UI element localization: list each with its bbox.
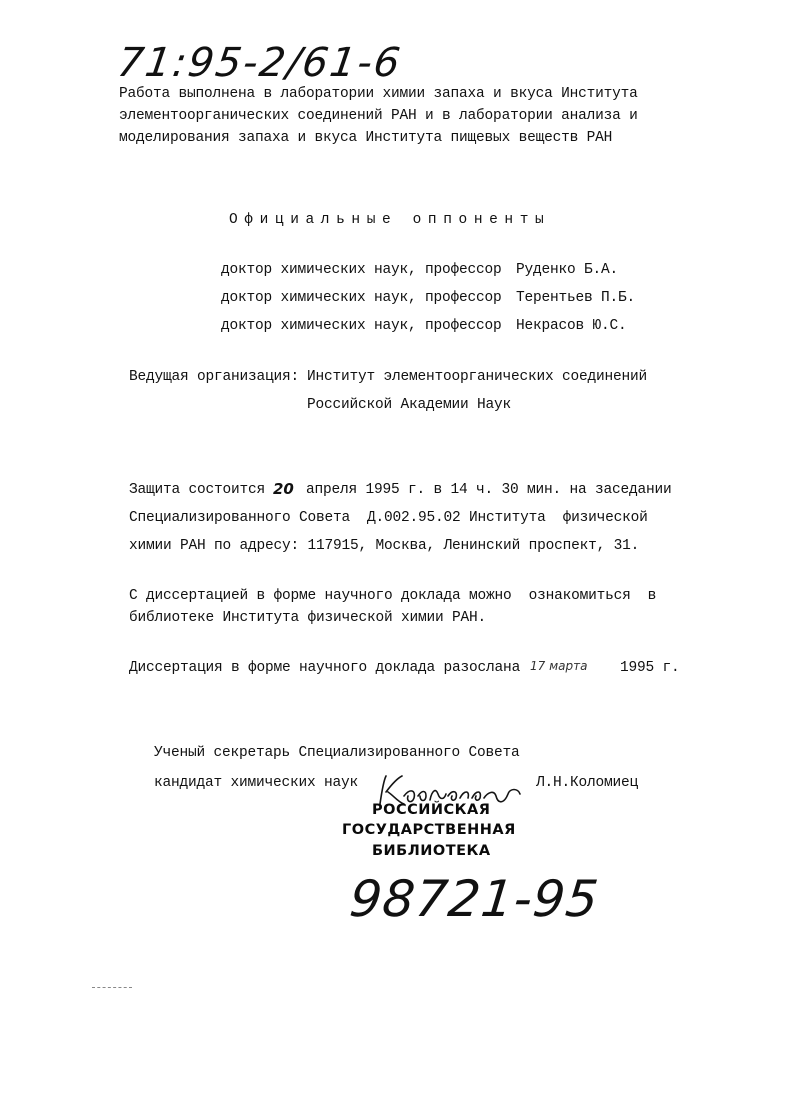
scan-artifact-dash bbox=[92, 987, 132, 989]
library-stamp-line-1: РОССИЙСКАЯ bbox=[372, 802, 491, 818]
opponent-title: доктор химических наук, профессор bbox=[221, 290, 502, 306]
defense-line-2: Специализированного Совета Д.002.95.02 Института физической bbox=[129, 510, 648, 526]
library-stamp-line-3: БИБЛИОТЕКА bbox=[372, 843, 491, 859]
secretary-name: Л.Н.Коломиец bbox=[536, 775, 639, 791]
institution-line-2: элементоорганических соединений РАН и в лаборатории анализа и bbox=[119, 108, 638, 124]
institution-line-1: Работа выполнена в лаборатории химии запаха и вкуса Института bbox=[119, 86, 638, 102]
secretary-line-1: Ученый секретарь Специализированного Совета bbox=[154, 745, 520, 761]
distribution-date-handwritten: 17 марта bbox=[530, 659, 588, 673]
opponent-title: доктор химических наук, профессор bbox=[221, 262, 502, 278]
defense-day-handwritten: 20 bbox=[273, 480, 294, 498]
leading-org-line-2: Российской Академии Наук bbox=[307, 397, 512, 413]
opponent-title: доктор химических наук, профессор bbox=[221, 318, 502, 334]
library-stamp-line-2: ГОСУДАРСТВЕННАЯ bbox=[342, 822, 516, 838]
opponents-heading: Официальные оппоненты bbox=[229, 212, 551, 228]
opponent-name: Терентьев П.Б. bbox=[516, 290, 636, 306]
opponent-name: Некрасов Ю.С. bbox=[516, 318, 627, 334]
institution-line-3: моделирования запаха и вкуса Института пищевых веществ РАН bbox=[119, 130, 613, 146]
library-line-1: С диссертацией в форме научного доклада можно ознакомиться в bbox=[129, 588, 657, 604]
distribution-year: 1995 г. bbox=[620, 660, 680, 676]
defense-prefix: Защита состоится bbox=[129, 482, 266, 498]
leading-org-label: Ведущая организация: bbox=[129, 369, 300, 385]
defense-line-1-rest: апреля 1995 г. в 14 ч. 30 мин. на заседании bbox=[306, 482, 672, 498]
handwritten-shelfmark: 71:95-2/61-6 bbox=[114, 40, 405, 86]
handwritten-inventory-number: 98721-95 bbox=[346, 870, 602, 928]
secretary-title: кандидат химических наук bbox=[154, 775, 359, 791]
opponent-name: Руденко Б.А. bbox=[516, 262, 619, 278]
defense-line-3: химии РАН по адресу: 117915, Москва, Ленинский проспект, 31. bbox=[129, 538, 640, 554]
distribution-prefix: Диссертация в форме научного доклада разослана bbox=[129, 660, 521, 676]
library-line-2: библиотеке Института физической химии РАН. bbox=[129, 610, 487, 626]
leading-org-line-1: Институт элементоорганических соединений bbox=[307, 369, 648, 385]
